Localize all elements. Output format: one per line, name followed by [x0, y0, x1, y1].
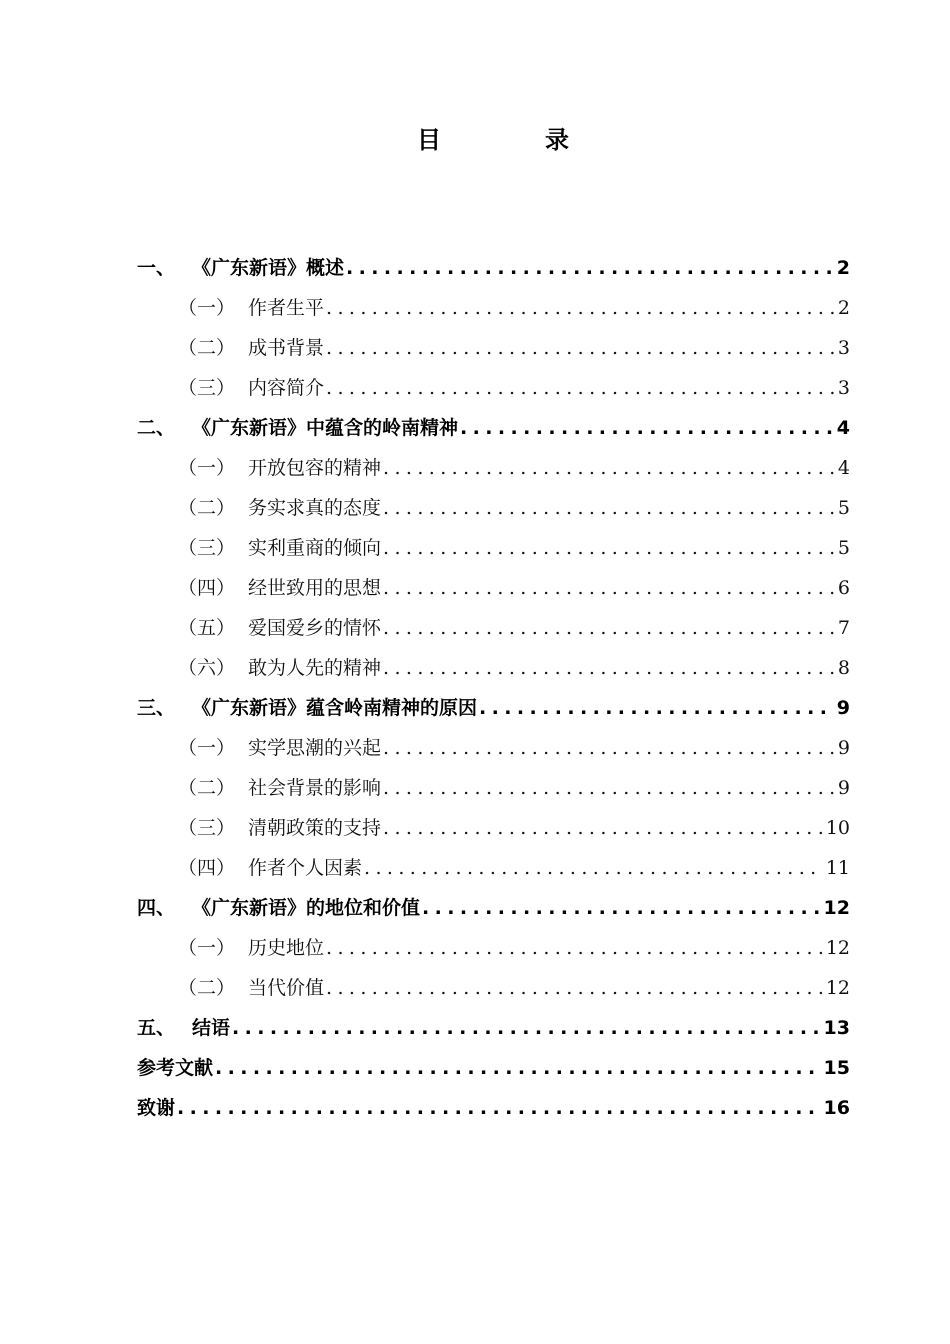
toc-entry-section[interactable] — [137, 488, 850, 528]
toc-dot-leader — [326, 928, 823, 968]
toc-entry-page-number: 7 — [837, 617, 850, 639]
toc-entry-page-number: 9 — [837, 777, 850, 799]
toc-dot-leader — [346, 248, 834, 288]
toc-entry-section[interactable] — [137, 808, 850, 848]
toc-entry-number: （二） — [178, 777, 236, 799]
toc-entry-number: （五） — [178, 617, 236, 639]
toc-dot-leader — [383, 488, 835, 528]
toc-entry-number: 五、 — [137, 1017, 176, 1039]
toc-entry-title: 实利重商的倾向 — [248, 537, 382, 559]
toc-entry-chapter[interactable] — [137, 688, 850, 728]
toc-entry-chapter[interactable] — [137, 888, 850, 928]
toc-entry-number: （三） — [178, 377, 236, 399]
toc-entry-title: 社会背景的影响 — [248, 777, 382, 799]
toc-dot-leader — [422, 888, 821, 928]
toc-entry-page-number: 3 — [837, 337, 850, 359]
toc-entry-section[interactable] — [137, 528, 850, 568]
toc-entry-page-number: 6 — [837, 577, 850, 599]
toc-entry-title: 经世致用的思想 — [248, 577, 382, 599]
toc-entry-number: （一） — [178, 737, 236, 759]
toc-entry-title: 《广东新语》概述 — [192, 257, 345, 279]
toc-entry-title: 致谢 — [137, 1097, 176, 1119]
toc-dot-leader — [232, 1008, 821, 1048]
toc-dot-leader — [383, 568, 835, 608]
toc-entry-title: 作者生平 — [248, 297, 325, 319]
toc-entry-title: 历史地位 — [248, 937, 325, 959]
toc-entry-section[interactable] — [137, 328, 850, 368]
toc-entry-number: （四） — [178, 577, 236, 599]
toc-entry-page-number: 3 — [837, 377, 850, 399]
toc-entry-number: （三） — [178, 537, 236, 559]
toc-entry-page-number: 12 — [825, 977, 850, 999]
toc-dot-leader — [177, 1088, 821, 1128]
toc-entry-section[interactable] — [137, 448, 850, 488]
toc-entry-section[interactable] — [137, 568, 850, 608]
toc-entry-title: 爱国爱乡的情怀 — [248, 617, 382, 639]
toc-entry-chapter[interactable] — [137, 1008, 850, 1048]
toc-entry-page-number: 13 — [823, 1017, 850, 1039]
toc-dot-leader — [383, 608, 835, 648]
toc-entry-page-number: 12 — [825, 937, 850, 959]
toc-entry-title: 成书背景 — [248, 337, 325, 359]
toc-dot-leader — [326, 368, 835, 408]
toc-title-char-2: 录 — [545, 126, 569, 154]
toc-dot-leader — [326, 328, 835, 368]
toc-dot-leader — [383, 728, 835, 768]
toc-entry-title: 开放包容的精神 — [248, 457, 382, 479]
toc-entry-title: 实学思潮的兴起 — [248, 737, 382, 759]
toc-entry-section[interactable] — [137, 368, 850, 408]
toc-dot-leader — [326, 288, 835, 328]
toc-entry-number: （一） — [178, 937, 236, 959]
toc-entry-page-number: 9 — [837, 737, 850, 759]
toc-entry-page-number: 16 — [823, 1097, 850, 1119]
table-of-contents — [137, 248, 850, 1128]
toc-entry-number: （三） — [178, 817, 236, 839]
toc-entry-title: 《广东新语》蕴含岭南精神的原因 — [192, 697, 478, 719]
toc-dot-leader — [364, 848, 823, 888]
toc-entry-page-number: 5 — [837, 537, 850, 559]
toc-entry-section[interactable] — [137, 848, 850, 888]
toc-entry-section[interactable] — [137, 608, 850, 648]
toc-entry-number: （二） — [178, 497, 236, 519]
toc-entry-page-number: 4 — [836, 417, 850, 439]
toc-title — [0, 120, 950, 160]
toc-entry-number: 一、 — [137, 257, 176, 279]
toc-entry-title: 清朝政策的支持 — [248, 817, 382, 839]
toc-entry-page-number: 4 — [837, 457, 850, 479]
toc-entry-title: 当代价值 — [248, 977, 325, 999]
toc-entry-chapter[interactable] — [137, 248, 850, 288]
toc-entry-chapter[interactable] — [137, 1088, 850, 1128]
toc-entry-title: 《广东新语》中蕴含的岭南精神 — [192, 417, 459, 439]
toc-entry-page-number: 11 — [825, 857, 850, 879]
toc-entry-number: 二、 — [137, 417, 176, 439]
toc-dot-leader — [479, 688, 834, 728]
toc-entry-number: 四、 — [137, 897, 176, 919]
toc-dot-leader — [383, 648, 835, 688]
toc-entry-page-number: 2 — [836, 257, 850, 279]
toc-entry-section[interactable] — [137, 648, 850, 688]
toc-entry-number: （二） — [178, 337, 236, 359]
toc-dot-leader — [383, 448, 835, 488]
toc-dot-leader — [460, 408, 834, 448]
toc-entry-page-number: 9 — [836, 697, 850, 719]
toc-entry-number: 三、 — [137, 697, 176, 719]
toc-entry-page-number: 10 — [825, 817, 850, 839]
toc-entry-section[interactable] — [137, 928, 850, 968]
toc-dot-leader — [383, 808, 823, 848]
toc-entry-number: （一） — [178, 297, 236, 319]
toc-dot-leader — [383, 768, 835, 808]
toc-entry-title: 务实求真的态度 — [248, 497, 382, 519]
toc-entry-section[interactable] — [137, 968, 850, 1008]
toc-dot-leader — [383, 528, 835, 568]
toc-entry-title: 内容简介 — [248, 377, 325, 399]
toc-entry-number: （四） — [178, 857, 236, 879]
toc-entry-chapter[interactable] — [137, 1048, 850, 1088]
toc-entry-section[interactable] — [137, 768, 850, 808]
toc-title-char-1: 目 — [417, 126, 441, 154]
toc-dot-leader — [326, 968, 823, 1008]
toc-entry-number: （六） — [178, 657, 236, 679]
toc-entry-page-number: 8 — [837, 657, 850, 679]
toc-entry-page-number: 12 — [823, 897, 850, 919]
toc-entry-title: 《广东新语》的地位和价值 — [192, 897, 421, 919]
toc-entry-section[interactable] — [137, 288, 850, 328]
toc-entry-page-number: 5 — [837, 497, 850, 519]
toc-entry-page-number: 15 — [823, 1057, 850, 1079]
toc-entry-section[interactable] — [137, 728, 850, 768]
toc-entry-number: （一） — [178, 457, 236, 479]
toc-entry-title: 敢为人先的精神 — [248, 657, 382, 679]
toc-entry-number: （二） — [178, 977, 236, 999]
toc-entry-page-number: 2 — [837, 297, 850, 319]
toc-entry-title: 结语 — [192, 1017, 231, 1039]
toc-dot-leader — [215, 1048, 821, 1088]
toc-entry-chapter[interactable] — [137, 408, 850, 448]
toc-entry-title: 作者个人因素 — [248, 857, 363, 879]
toc-entry-title: 参考文献 — [137, 1057, 214, 1079]
